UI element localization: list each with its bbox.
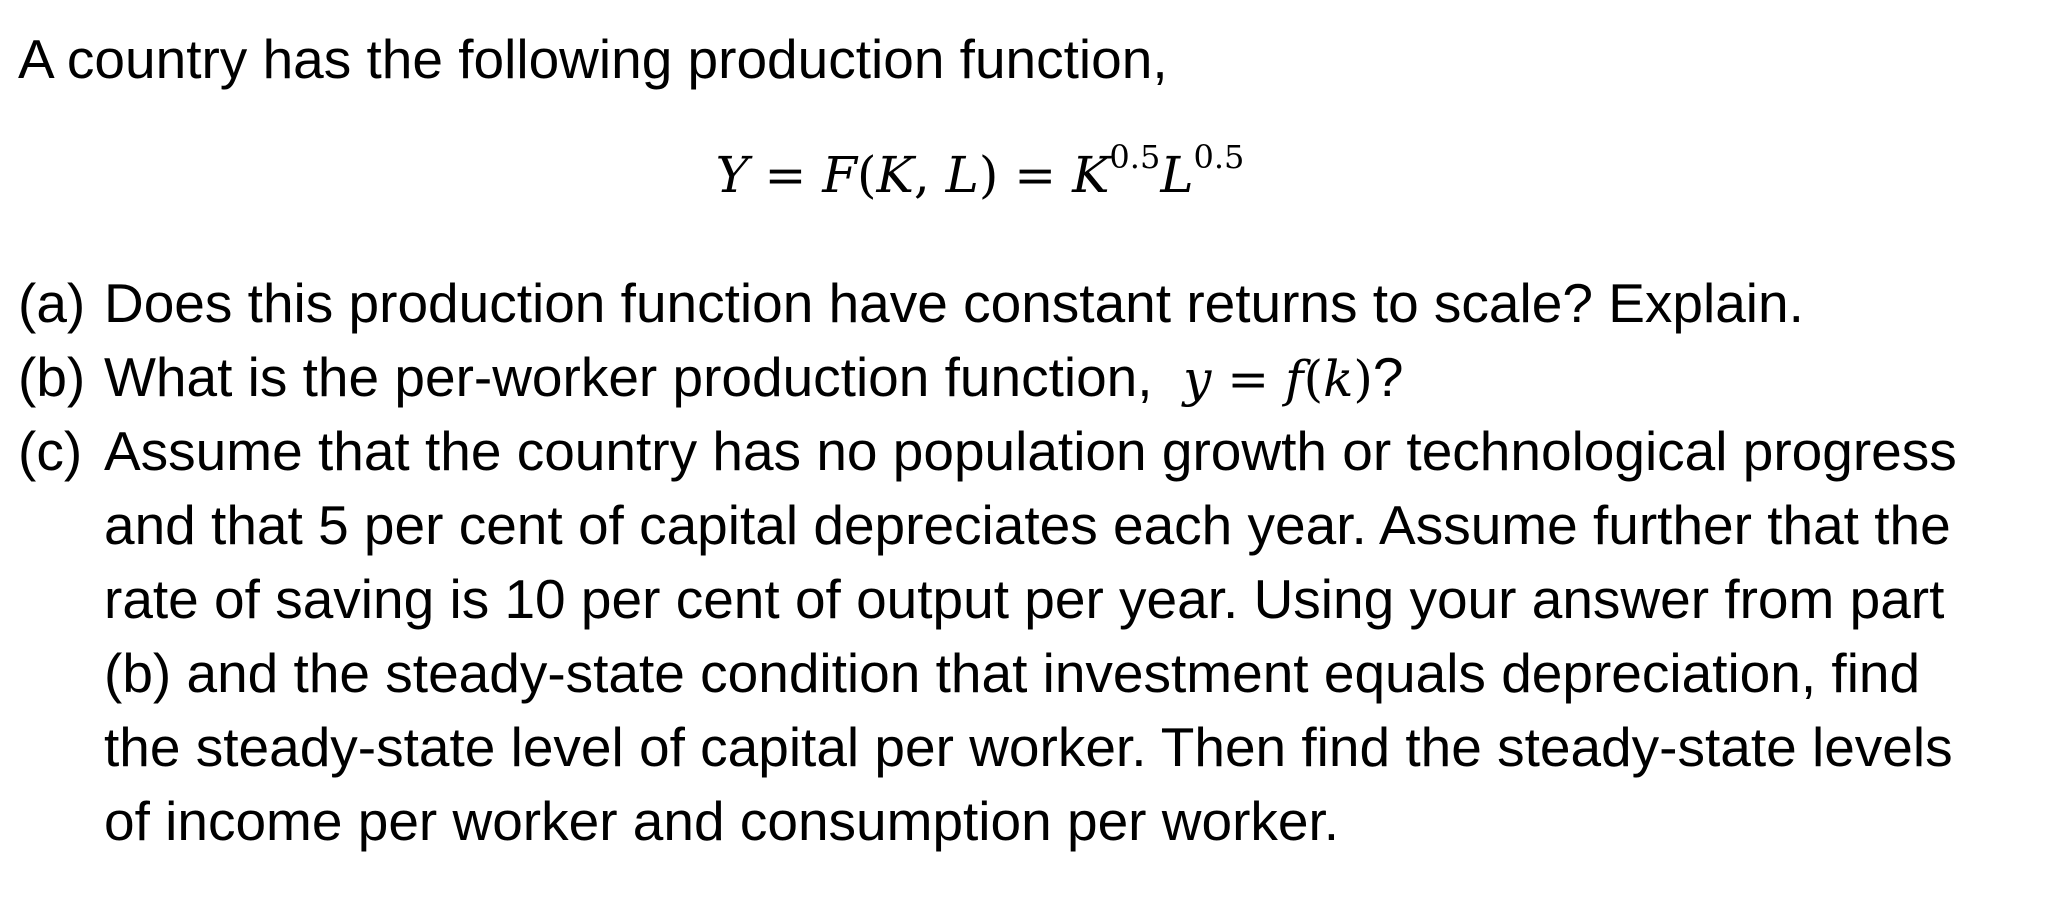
question-c-line-2: and that 5 per cent of capital depreciates each year. Assume further that the <box>104 494 1951 556</box>
eq-equals-1: = <box>748 146 823 204</box>
question-c-line-1: Assume that the country has no population growth or technological progress <box>104 420 1957 482</box>
production-function-equation <box>0 140 1960 210</box>
question-a-body <box>104 266 2024 340</box>
eq-comma: , <box>913 146 946 204</box>
eq-exponent-l: 0.5 <box>1193 138 1245 176</box>
question-c-label: (c) <box>18 420 83 482</box>
intro-text: A country has the following production function, <box>18 28 1168 90</box>
eq-arg-k: K <box>876 146 914 204</box>
question-b-end: ? <box>1372 346 1404 408</box>
eq-base-l: L <box>1160 146 1194 204</box>
math-equals: = <box>1211 350 1286 408</box>
question-b-body <box>104 340 2024 416</box>
eq-equals-2: = <box>998 146 1073 204</box>
question-b <box>18 340 2018 416</box>
question-c-body <box>104 414 2024 858</box>
question-c <box>18 414 2018 858</box>
question-b-line-1 <box>104 340 2024 416</box>
eq-arg-l: L <box>945 146 979 204</box>
question-a-line-1: Does this production function have constant returns to scale? Explain. <box>104 272 1804 334</box>
math-func-f: f <box>1285 350 1304 408</box>
math-arg-k: k <box>1323 350 1354 408</box>
question-c-line-5: the steady-state level of capital per worker. Then find the steady-state levels <box>104 716 1953 778</box>
eq-close-paren: ) <box>978 146 999 204</box>
math-lhs-y: y <box>1183 350 1212 408</box>
question-b-label: (b) <box>18 346 86 408</box>
question-c-line-3: rate of saving is 10 per cent of output per year. Using your answer from part <box>104 568 1945 630</box>
math-close-paren: ) <box>1353 350 1373 408</box>
eq-open-paren: ( <box>856 146 877 204</box>
question-c-line-6: of income per worker and consumption per worker. <box>104 790 1340 852</box>
question-b-text: What is the per-worker production function, <box>104 346 1153 408</box>
eq-lhs: Y <box>715 146 749 204</box>
math-open-paren: ( <box>1303 350 1324 408</box>
eq-exponent-k: 0.5 <box>1109 138 1161 176</box>
eq-func: F <box>822 146 857 204</box>
eq-base-k: K <box>1072 146 1110 204</box>
question-a <box>18 266 2018 340</box>
question-c-line-4: (b) and the steady-state condition that investment equals depreciation, find <box>104 642 1921 704</box>
per-worker-function-math <box>1183 350 1373 408</box>
question-a-label: (a) <box>18 272 86 334</box>
